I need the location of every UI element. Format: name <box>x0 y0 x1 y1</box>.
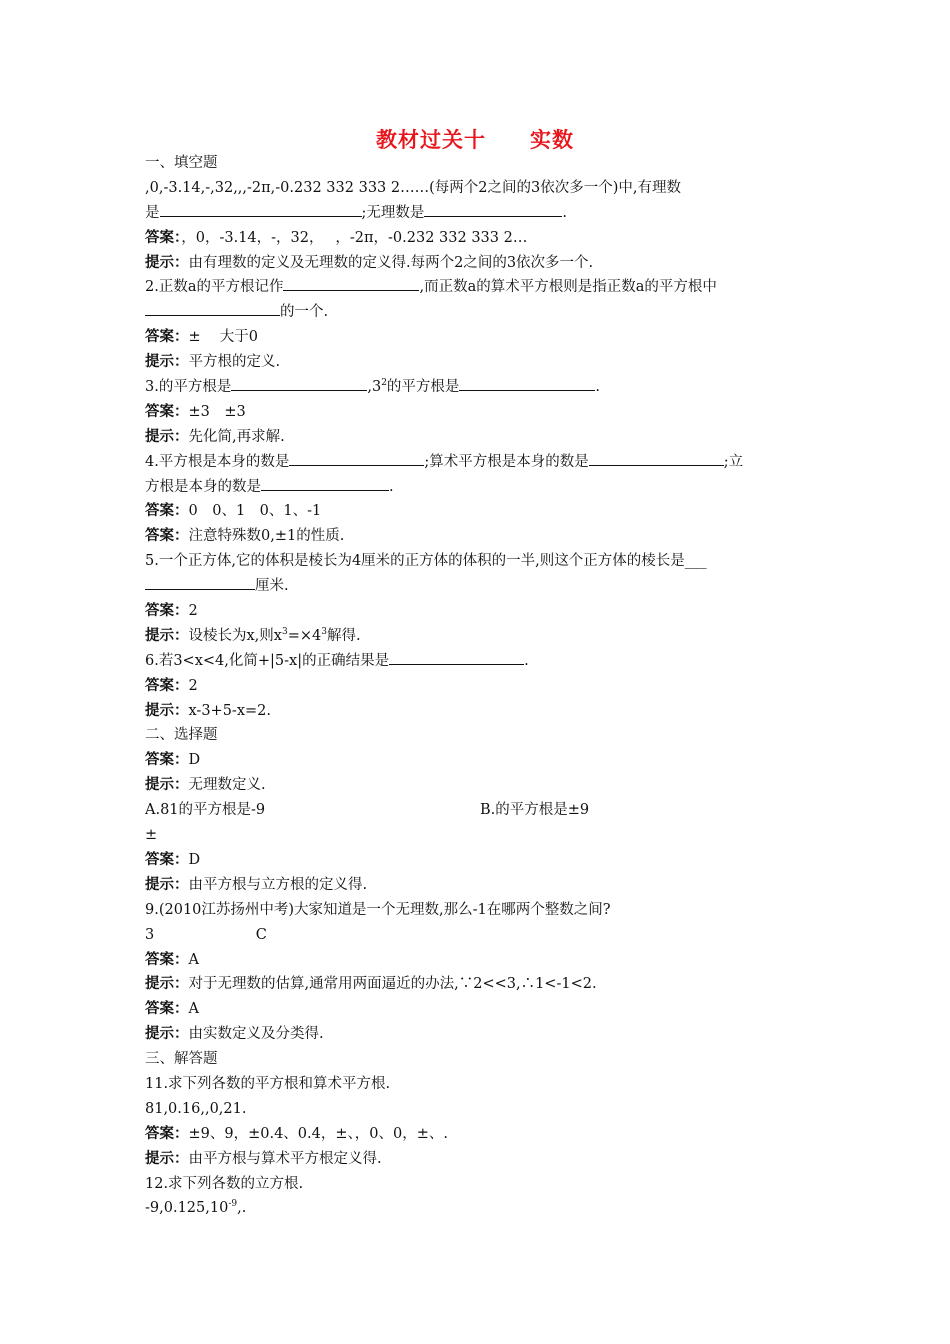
choice-fragment: 3 C <box>145 926 267 943</box>
hint-line: 提示：由平方根与立方根的定义得. <box>145 876 368 893</box>
question-11-numbers: 81,0.16,,0,21. <box>145 1100 247 1117</box>
answer-line: 答案：，0，-3.14，-，32， ，-2π，-0.232 332 333 2… <box>145 229 528 246</box>
answer-line: 答案：±9、9，±0.4、0.4，±、，0、0，±、. <box>145 1125 448 1142</box>
question-6: 6.若3<x<4,化简+|5-x|的正确结果是 . <box>145 649 815 674</box>
answer-blank <box>261 475 389 491</box>
hint-line: 提示：由平方根与算术平方根定义得. <box>145 1150 382 1167</box>
answer-blank <box>389 649 524 665</box>
answer-line: 答案：注意特殊数0,±1的性质. <box>145 528 345 545</box>
question-2-cont: 的一个. <box>145 300 815 325</box>
hint-line: 提示：对于无理数的估算,通常用两面逼近的办法,∵2<<3,∴1<-1<2. <box>145 976 597 993</box>
page-title: 教材过关十 实数 <box>376 128 574 152</box>
answer-line: 答案：D <box>145 851 201 868</box>
hint-line: 提示：设棱长为x,则$x^3=\times 4^3$解得. <box>145 627 361 644</box>
answer-line: 答案：2 <box>145 677 198 694</box>
hint-line: 提示：无理数定义. <box>145 777 266 794</box>
question-9: 9.(2010江苏扬州中考)大家知道是一个无理数,那么-1在哪两个整数之间? <box>145 901 611 918</box>
hint-line: 提示：先化简,再求解. <box>145 428 285 445</box>
hint-line: 提示：由实数定义及分类得. <box>145 1026 324 1043</box>
answer-line: 答案：2 <box>145 603 198 620</box>
question-5-cont: 厘米. <box>145 574 815 599</box>
option-b: B.的平方根是±9 <box>480 802 590 819</box>
answer-blank <box>589 450 724 466</box>
question-11: 11.求下列各数的平方根和算术平方根. <box>145 1075 391 1092</box>
answer-blank <box>145 574 255 590</box>
question-4: 4.平方根是本身的数是 ;算术平方根是本身的数是 ;立 <box>145 450 815 475</box>
question-12-numbers: $-9,0.125,10^{-9}$,. <box>145 1199 247 1217</box>
question-4-cont: 方根是本身的数是 . <box>145 475 815 500</box>
hint-line: 提示：x-3+5-x=2. <box>145 702 271 719</box>
question-2: 2.正数a的平方根记作 ,而正数a的算术平方根则是指正数a的平方根中 <box>145 275 815 300</box>
question-1-blanks: 是 ;无理数是 . <box>145 201 815 226</box>
choice-options <box>145 798 815 823</box>
answer-line: 答案：D <box>145 752 201 769</box>
answer-blank <box>424 201 562 217</box>
choice-fragment: ± <box>145 827 158 844</box>
answer-blank <box>289 450 424 466</box>
answer-line: 答案：A <box>145 1001 199 1018</box>
question-3: 3.的平方根是 $,3^2$的平方根是 . <box>145 375 815 400</box>
section-heading: 二、选择题 <box>145 727 218 744</box>
answer-blank <box>160 201 362 217</box>
answer-line: 答案：± 大于0 <box>145 329 258 346</box>
question-5: 5.一个正方体,它的体积是棱长为4厘米的正方体的体积的一半,则这个正方体的棱长是___ <box>145 553 707 570</box>
answer-blank <box>145 300 280 316</box>
hint-line: 提示：由有理数的定义及无理数的定义得.每两个2之间的3依次多一个. <box>145 254 594 271</box>
hint-line: 提示：平方根的定义. <box>145 354 281 371</box>
question-1: ,0,-3.14,-,32,,,-2π,-0.232 332 333 2……(每两个2之间的3依次多一个)中,有理数 <box>145 179 681 196</box>
answer-line: 答案：±3 ±3 <box>145 403 246 420</box>
question-12: 12.求下列各数的立方根. <box>145 1175 304 1192</box>
answer-blank <box>459 375 595 391</box>
answer-blank <box>231 375 367 391</box>
option-a: A.81的平方根是-9 <box>145 802 266 819</box>
section-heading: 一、填空题 <box>145 155 218 171</box>
document-body <box>145 151 815 1221</box>
answer-line: 答案：A <box>145 951 199 968</box>
section-heading: 三、解答题 <box>145 1051 218 1068</box>
answer-blank <box>283 275 419 291</box>
answer-line: 答案：0 0、1 0、1、-1 <box>145 503 322 520</box>
